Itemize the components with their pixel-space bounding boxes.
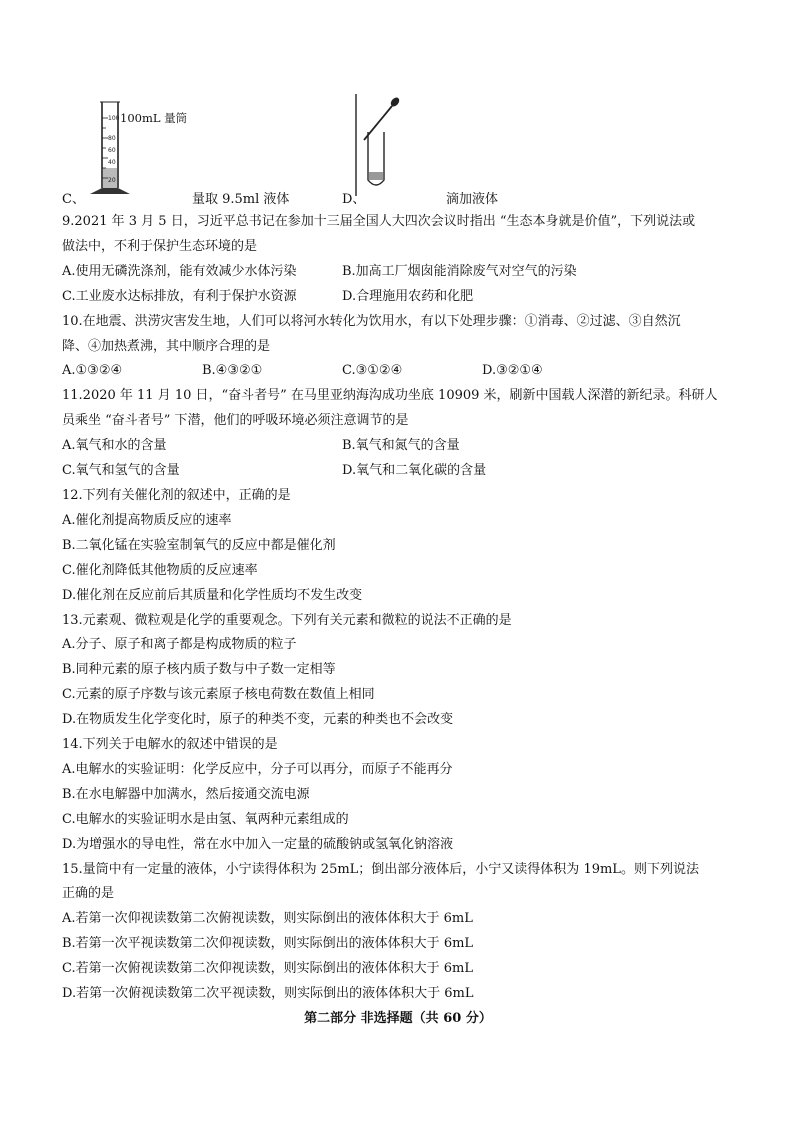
question-stem: 9.2021 年 3 月 5 日，习近平总书记在参加十三届全国人大四次会议时指出 “生态本身就是价值”，下列说法或 [62,214,696,229]
option-c: C.催化剂降低其他物质的反应速率 [62,562,258,578]
question-stem: 13.元素观、微粒观是化学的重要观念。下列有关元素和微粒的说法不正确的是 [62,612,512,628]
cylinder-tick-label: 80 [108,135,116,142]
question-stem: 降、④加热煮沸，其中顺序合理的是 [62,338,271,354]
question-12 [62,484,734,609]
option-d: D.催化剂在反应前后其质量和化学性质均不发生改变 [62,587,363,603]
question-stem: 12.下列有关催化剂的叙述中，正确的是 [62,487,291,503]
question-stem: 员乘坐 “奋斗者号” 下潜，他们的呼吸环境必须注意调节的是 [62,413,409,429]
question-stem: 15.量筒中有一定量的液体，小宁读得体积为 25mL；倒出部分液体后，小宁又读得体积为 19mL。则下列说法 [62,861,699,877]
option-d-label: D、 [342,192,366,207]
option-d: D.合理施用农药和化肥 [342,288,474,304]
option-a: A.氧气和水的含量 [62,438,167,454]
question-14 [62,733,734,858]
option-a: A.催化剂提高物质反应的速率 [62,512,232,528]
option-b: B.二氧化锰在实验室制氧气的反应中都是催化剂 [62,537,336,553]
option-d: D.③②①④ [482,363,543,379]
section-heading: 第二部分 非选择题（共 60 分） [304,1011,492,1026]
option-b: B.若第一次平视读数第二次仰视读数，则实际倒出的液体体积大于 6mL [62,936,474,952]
option-c: C.若第一次俯视读数第二次仰视读数，则实际倒出的液体体积大于 6mL [62,961,473,977]
cylinder-tick-label: 20 [108,177,116,184]
options-row [62,359,734,384]
question-stem: 做法中，不利于保护生态环境的是 [62,238,258,254]
option-a: A.分子、原子和离子都是构成物质的粒子 [62,637,297,653]
option-c-label: C、 [62,192,85,207]
option-d: D.在物质发生化学变化时，原子的种类不变，元素的种类也不会改变 [62,712,454,728]
option-a: A.①③②④ [62,363,123,379]
option-a: A.使用无磷洗涤剂，能有效减少水体污染 [62,263,297,279]
options-row [62,459,734,484]
question-stem: 正确的是 [62,886,115,902]
option-b: B.④③②① [202,363,263,379]
option-c: C.元素的原子序数与该元素原子核电荷数在数值上相同 [62,687,375,703]
option-d: D.为增强水的导电性，常在水中加入一定量的硫酸钠或氢氧化钠溶液 [62,836,454,852]
dropper-test-tube-image [354,92,404,196]
cylinder-tick-label: 60 [108,147,116,154]
option-a: A.电解水的实验证明：化学反应中，分子可以再分，而原子不能再分 [62,761,453,777]
question-9 [62,210,734,310]
option-c: C.③①②④ [342,363,403,379]
questions [62,210,734,1031]
option-b: B.在水电解器中加满水，然后接通交流电源 [62,786,310,802]
option-b: B.同种元素的原子核内质子数与中子数一定相等 [62,662,336,678]
question-stem: 11.2020 年 11 月 10 日，“奋斗者号” 在马里亚纳海沟成功坐底 10909 米，刷新中国载人深潜的新纪录。科研人 [62,388,718,404]
option-b: B.加高工厂烟囱能消除废气对空气的污染 [342,263,577,279]
question-13 [62,609,734,734]
question-15 [62,858,734,1007]
option-d: D.氧气和二氧化碳的含量 [342,463,487,479]
figure-row-options-c-d [62,92,742,210]
question-stem: 10.在地震、洪涝灾害发生地，人们可以将河水转化为饮用水，有以下处理步骤：①消毒、②过滤、③自然沉 [62,313,681,329]
option-c: C.工业废水达标排放，有利于保护水资源 [62,288,297,304]
question-10 [62,310,734,385]
option-a: A.若第一次仰视读数第二次俯视读数，则实际倒出的液体体积大于 6mL [62,911,473,927]
option-c: C.氧气和氢气的含量 [62,463,180,479]
options-row [62,285,734,310]
question-11 [62,384,734,484]
options-row [62,434,734,459]
question-stem: 14.下列关于电解水的叙述中错误的是 [62,737,278,753]
cylinder-tick-label: 40 [108,159,116,166]
option-d: D.若第一次俯视读数第二次平视读数，则实际倒出的液体体积大于 6mL [62,986,474,1002]
option-b: B.氧气和氮气的含量 [342,438,460,454]
option-c: C.电解水的实验证明水是由氢、氧两种元素组成的 [62,811,349,827]
options-row [62,260,734,285]
option-d-caption: 滴加液体 [446,192,499,207]
cylinder-tick-label: 100 [108,115,120,122]
option-c-caption: 量取 9.5ml 液体 [192,192,290,207]
cylinder-label: 100mL 量筒 [120,111,188,125]
